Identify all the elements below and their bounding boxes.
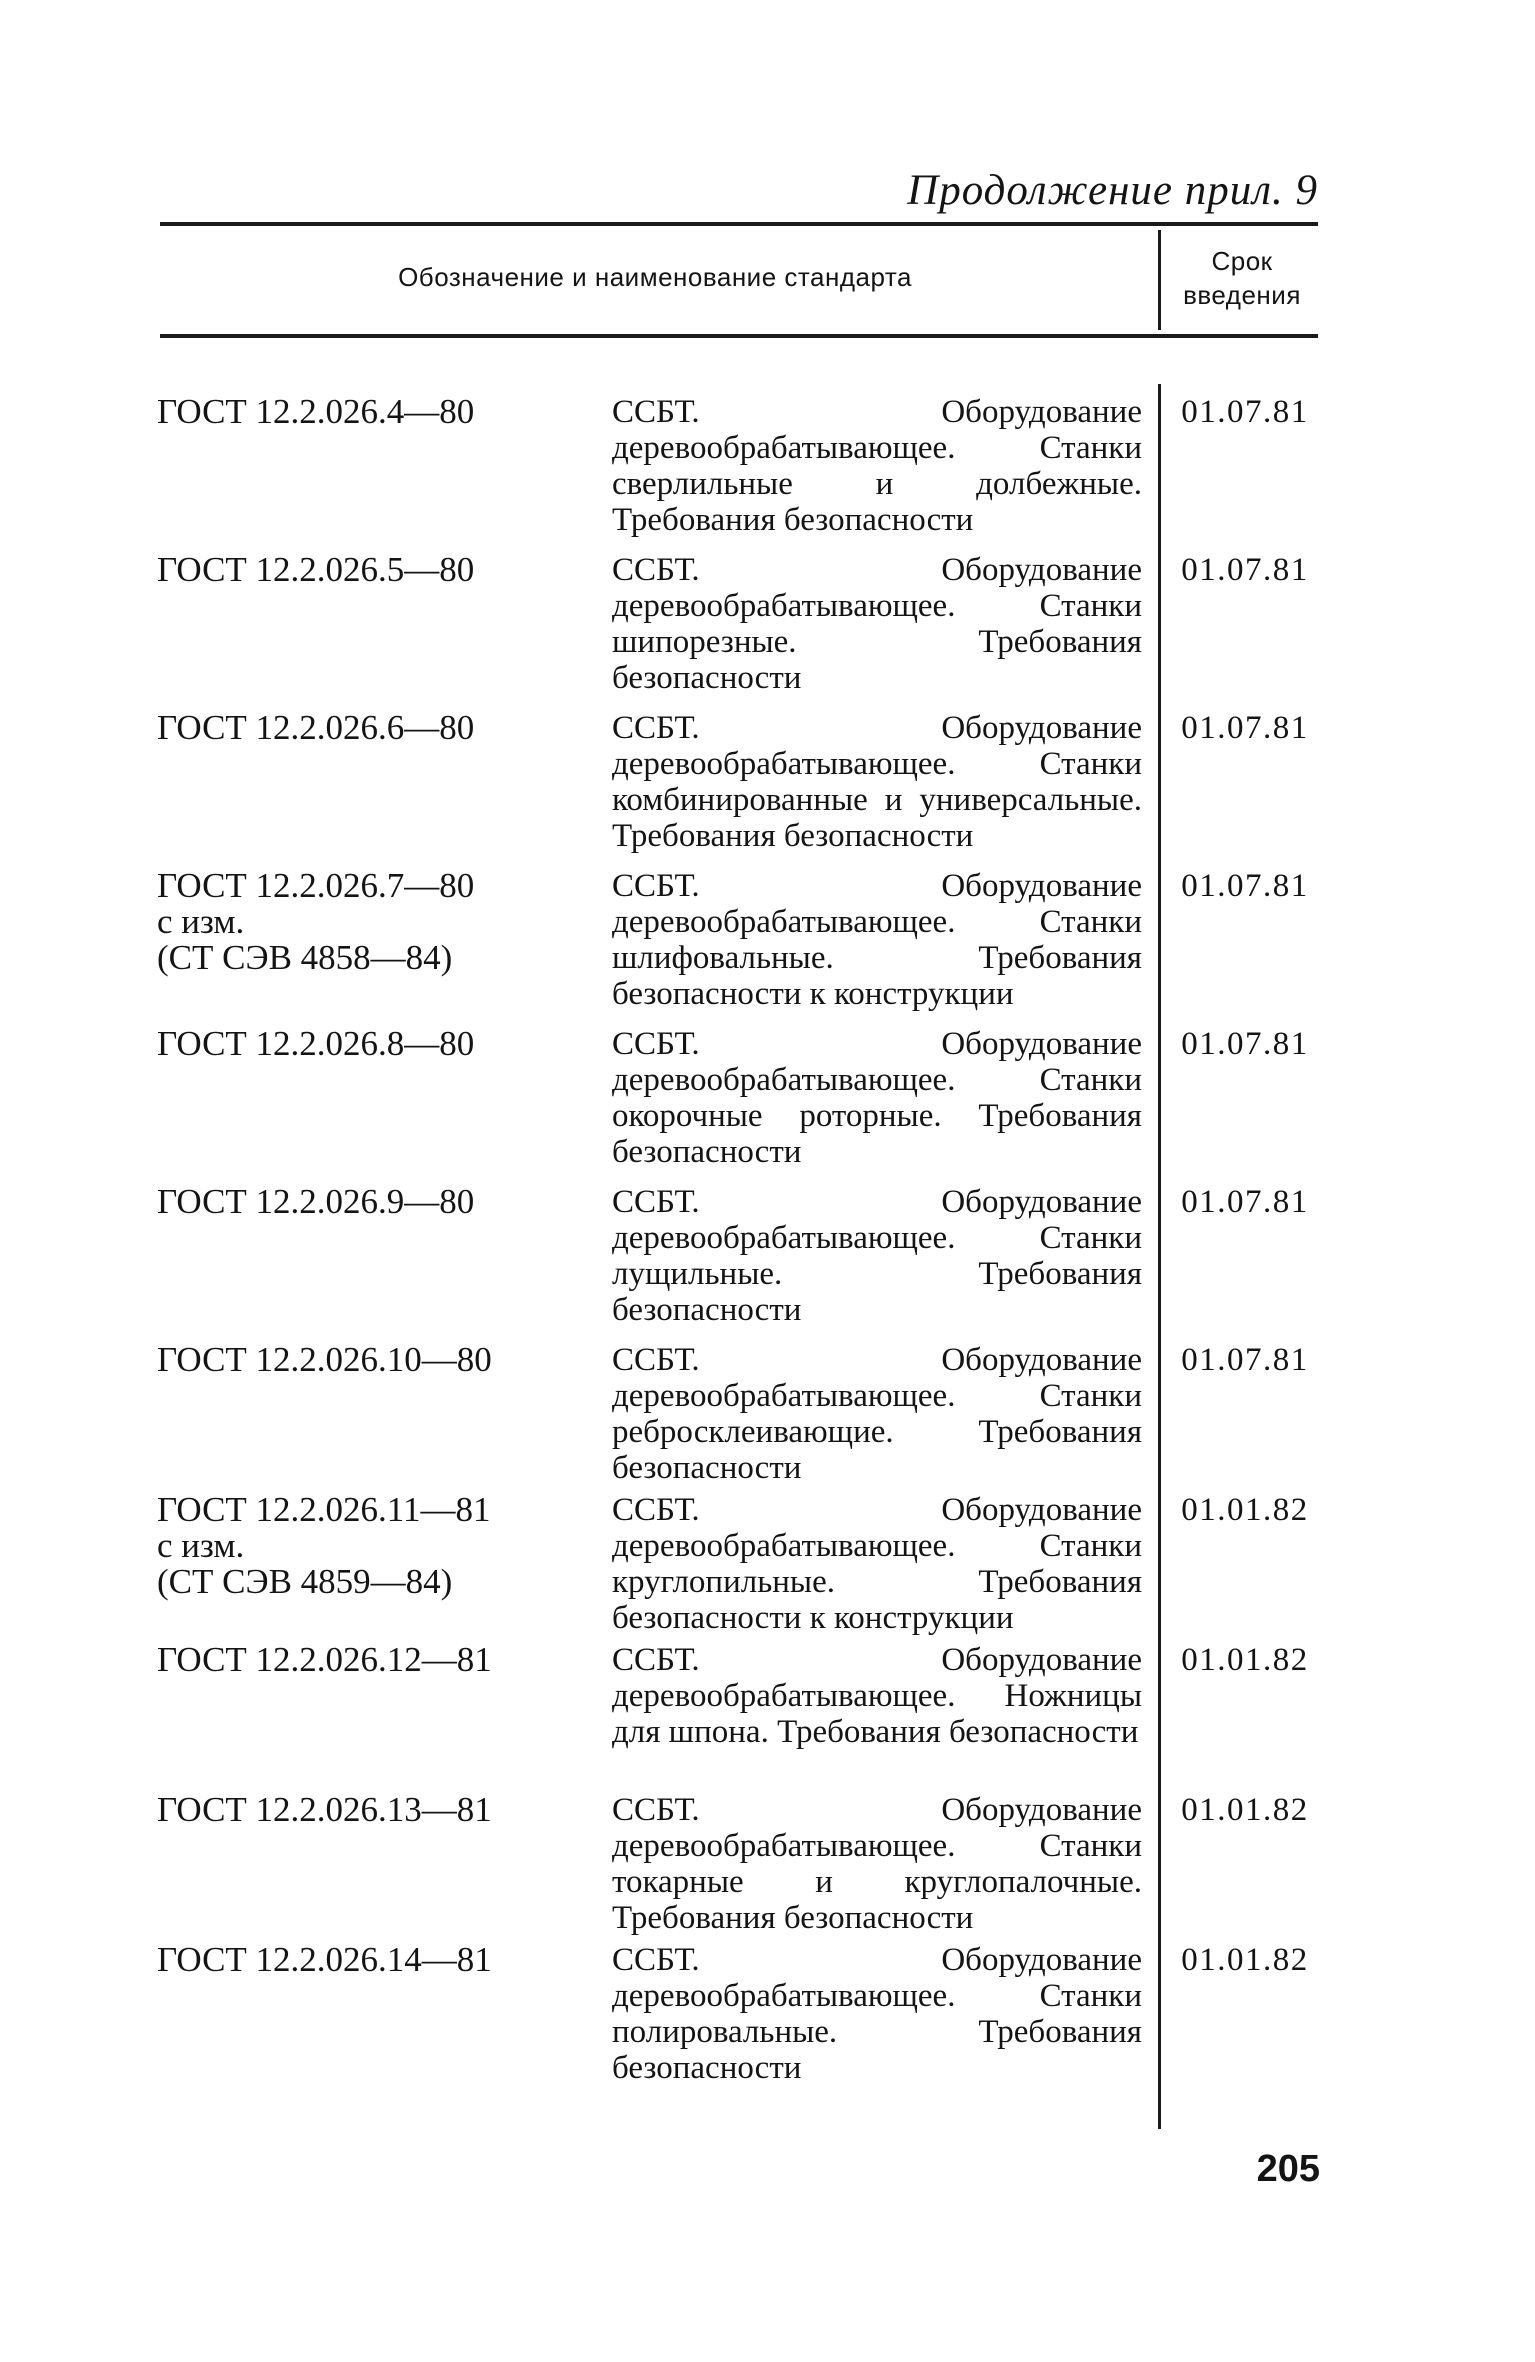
header-column-divider bbox=[1158, 230, 1161, 330]
standard-code-main: ГОСТ 12.2.026.6—80 bbox=[157, 708, 475, 747]
effective-date: 01.07.81 bbox=[1181, 1342, 1309, 1378]
standard-code bbox=[157, 1492, 577, 1600]
column-header-date-line1: Срок bbox=[1211, 246, 1273, 276]
standard-code bbox=[157, 1642, 577, 1678]
effective-date: 01.07.81 bbox=[1181, 1026, 1309, 1062]
standard-code-main: ГОСТ 12.2.026.10—80 bbox=[157, 1340, 492, 1379]
standard-title: ССБТ. Оборудование деревообрабатывающее. Станки токарные и круглопалочные. Требования безопасности bbox=[612, 1792, 1142, 1936]
standard-code bbox=[157, 1342, 577, 1378]
standard-code-main: ГОСТ 12.2.026.8—80 bbox=[157, 1024, 475, 1063]
standard-title: ССБТ. Оборудование деревообрабатывающее. Станки комбинированные и универсальные. Требования безопасности bbox=[612, 710, 1142, 854]
table-header-rule bbox=[160, 334, 1318, 338]
effective-date: 01.01.82 bbox=[1181, 1642, 1309, 1678]
continuation-caption: Продолжение прил. 9 bbox=[907, 167, 1318, 214]
standard-title: ССБТ. Оборудование деревообрабатывающее. Станки шлифовальные. Требования безопасности к конструкции bbox=[612, 868, 1142, 1012]
standard-title: ССБТ. Оборудование деревообрабатывающее. Станки сверлильные и долбежные. Требования безопасности bbox=[612, 394, 1142, 538]
effective-date: 01.01.82 bbox=[1181, 1792, 1309, 1828]
standard-code bbox=[157, 710, 577, 746]
standard-title: ССБТ. Оборудование деревообрабатывающее. Станки лущильные. Требования безопасности bbox=[612, 1184, 1142, 1328]
column-header-standard: Обозначение и наименование стандарта bbox=[398, 262, 912, 292]
standard-code bbox=[157, 394, 577, 430]
column-header-date bbox=[1166, 244, 1318, 312]
body-column-divider bbox=[1158, 384, 1161, 2129]
standard-code bbox=[157, 868, 577, 976]
standard-code-main: ГОСТ 12.2.026.4—80 bbox=[157, 392, 475, 431]
standard-code-equivalent: (СТ СЭВ 4859—84) bbox=[157, 1562, 453, 1601]
standard-title: ССБТ. Оборудование деревообрабатывающее. Станки окорочные роторные. Требования безопасности bbox=[612, 1026, 1142, 1170]
standard-code-main: ГОСТ 12.2.026.14—81 bbox=[157, 1940, 492, 1979]
effective-date: 01.07.81 bbox=[1181, 1184, 1309, 1220]
standard-code bbox=[157, 1942, 577, 1978]
standard-code-main: ГОСТ 12.2.026.13—81 bbox=[157, 1790, 492, 1829]
standard-code-main: ГОСТ 12.2.026.11—81 bbox=[157, 1490, 491, 1529]
standard-code-main: ГОСТ 12.2.026.7—80 bbox=[157, 866, 475, 905]
standard-code bbox=[157, 552, 577, 588]
table-top-rule bbox=[160, 222, 1318, 226]
standard-code bbox=[157, 1792, 577, 1828]
standard-title: ССБТ. Оборудование деревообрабатывающее. Станки полировальные. Требования безопасности bbox=[612, 1942, 1142, 2086]
standard-code-amendment: с изм. bbox=[157, 902, 245, 941]
effective-date: 01.07.81 bbox=[1181, 394, 1309, 430]
standard-code-amendment: с изм. bbox=[157, 1526, 245, 1565]
standard-title: ССБТ. Оборудование деревообрабатывающее. Ножницы для шпона. Требования безопасности bbox=[612, 1642, 1142, 1750]
effective-date: 01.01.82 bbox=[1181, 1492, 1309, 1528]
standard-code-main: ГОСТ 12.2.026.12—81 bbox=[157, 1640, 492, 1679]
standard-title: ССБТ. Оборудование деревообрабатывающее. Станки шипорезные. Требования безопасности bbox=[612, 552, 1142, 696]
effective-date: 01.07.81 bbox=[1181, 710, 1309, 746]
effective-date: 01.07.81 bbox=[1181, 552, 1309, 588]
standard-code-equivalent: (СТ СЭВ 4858—84) bbox=[157, 938, 453, 977]
effective-date: 01.07.81 bbox=[1181, 868, 1309, 904]
standard-code-main: ГОСТ 12.2.026.9—80 bbox=[157, 1182, 475, 1221]
standard-code bbox=[157, 1026, 577, 1062]
column-header-date-line2: введения bbox=[1183, 280, 1301, 310]
standard-code-main: ГОСТ 12.2.026.5—80 bbox=[157, 550, 475, 589]
standard-code bbox=[157, 1184, 577, 1220]
effective-date: 01.01.82 bbox=[1181, 1942, 1309, 1978]
page-number: 205 bbox=[1256, 2148, 1320, 2190]
standard-title: ССБТ. Оборудование деревообрабатывающее. Станки круглопильные. Требования безопасности к конструкции bbox=[612, 1492, 1142, 1636]
standard-title: ССБТ. Оборудование деревообрабатывающее. Станки ребросклеивающие. Требования безопасности bbox=[612, 1342, 1142, 1486]
